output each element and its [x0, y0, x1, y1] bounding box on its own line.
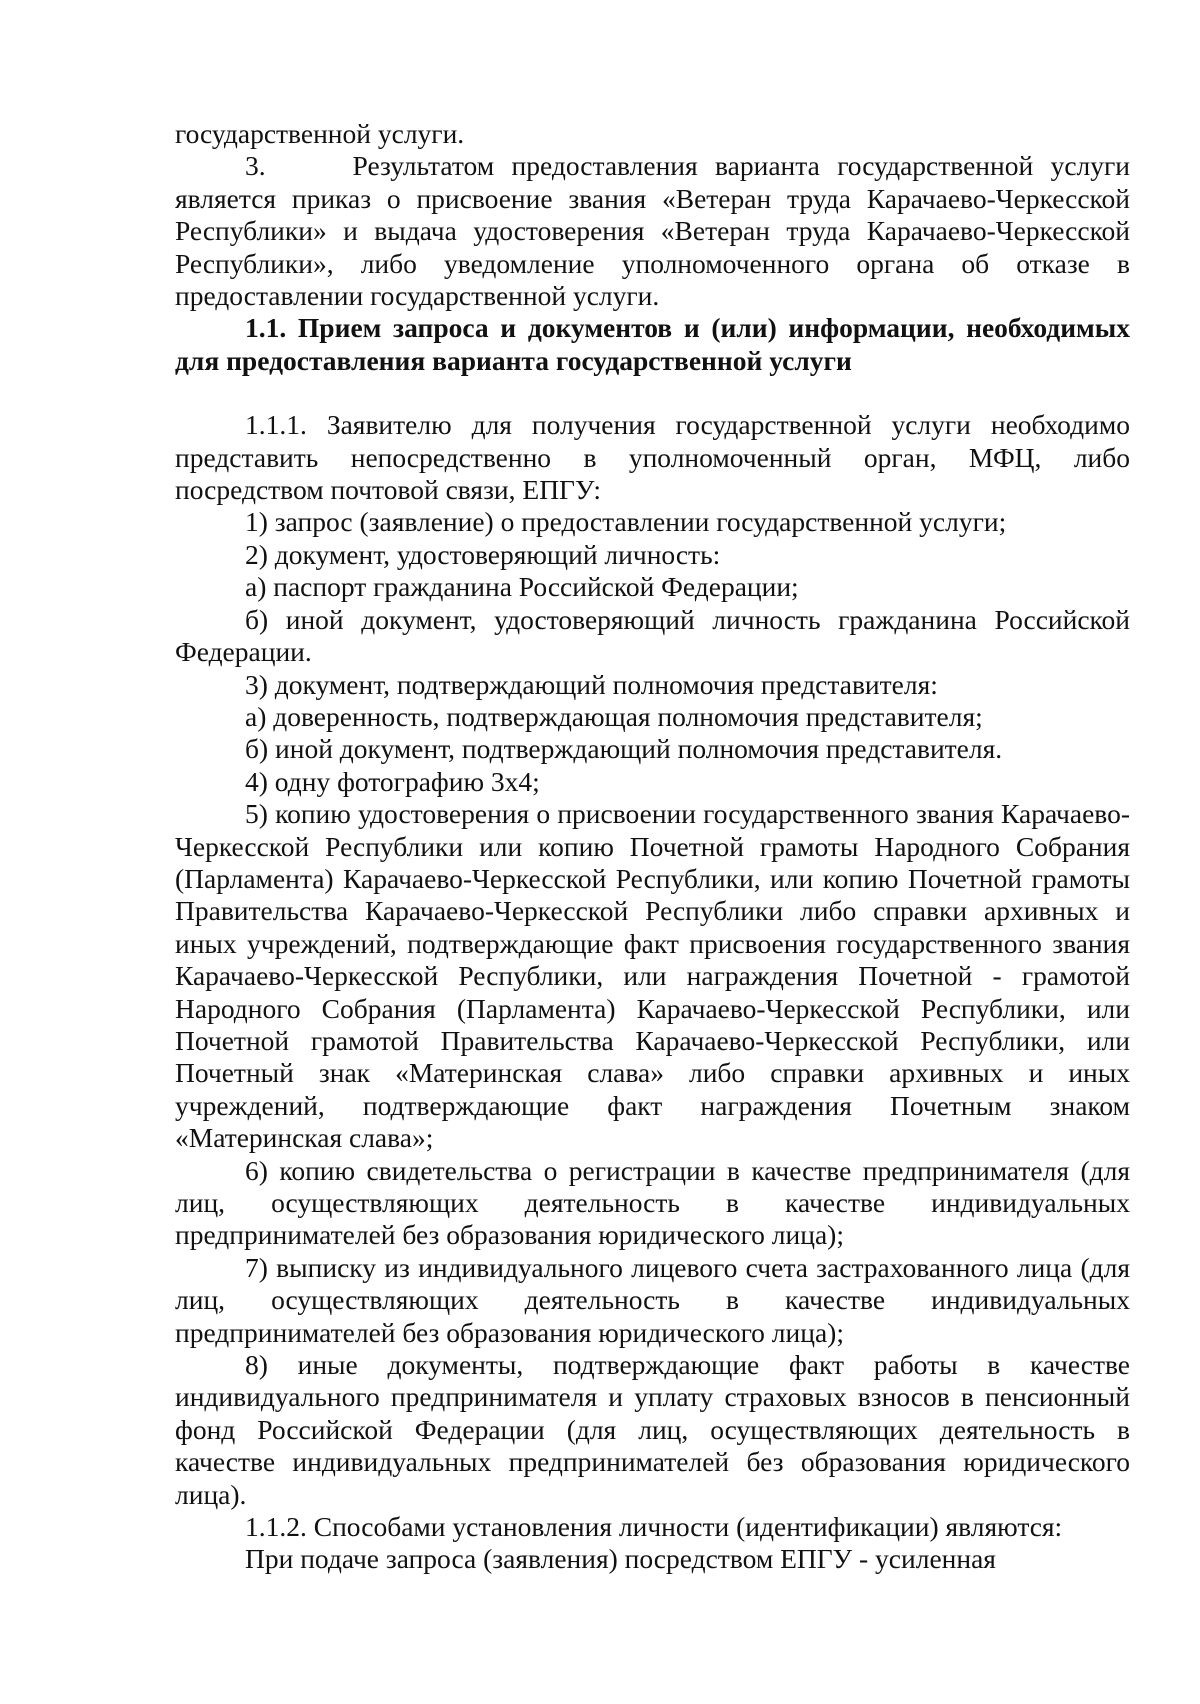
list-item-5: 5) копию удостоверения о присвоении государственного звания Карачаево-Черкесской Республики или копию Почетной грамоты Народного Собрания (Парламента) Карачаево-Черкесской Республики, или копию Почетной грамоты Правительства Карачаево-Черкесской Республики либо справки архивных и иных учреждений, подтверждающие факт присвоения государственного звания Карачаево-Черкесской Республики, или награждения Почетной - грамотой Народного Собрания (Парламента) Карачаево-Черкесской Республики, или Почетной грамотой Правительства Карачаево-Черкесской Республики, или Почетный знак «Материнская слава» либо справки архивных и иных учреждений, подтверждающие факт награждения Почетным знаком «Материнская слава»;	[175, 798, 1130, 1154]
paragraph-result: 3. Результатом предоставления варианта государственной услуги является приказ о присвоение звания «Ветеран труда Карачаево-Черкесской Республики» и выдача удостоверения «Ветеран труда Карачаево-Черкесской Республики», либо уведомление уполномоченного органа об отказе в предоставлении государственной услуги.	[175, 150, 1130, 312]
list-item-1: 1) запрос (заявление) о предоставлении государственной услуги;	[245, 506, 1007, 538]
list-item-7: 7) выписку из индивидуального лицевого счета застрахованного лица (для лиц, осуществляющих деятельность в качестве индивидуальных предпринимателей без образования юридического лица);	[175, 1251, 1130, 1348]
list-item-8: 8) иные документы, подтверждающие факт работы в качестве индивидуального предпринимателя и уплату страховых взносов в пенсионный фонд Российской Федерации (для лиц, осуществляющих деятельность в качестве индивидуальных предпринимателей без образования юридического лица).	[175, 1349, 1130, 1510]
list-item-4: 4) одну фотографию 3х4;	[245, 765, 540, 797]
paragraph-1-1-2: 1.1.2. Способами установления личности (идентификации) являются:	[245, 1511, 1063, 1543]
spacer	[175, 377, 1130, 409]
list-item-2: 2) документ, удостоверяющий личность:	[245, 538, 721, 570]
paragraph-1-1-1: 1.1.1. Заявителю для получения государственной услуги необходимо представить непосредственно в уполномоченный орган, МФЦ, либо посредством почтовой связи, ЕПГУ:	[175, 409, 1130, 506]
section-heading: 1.1. Прием запроса и документов и (или) информации, необходимых для предоставления варианта государственной услуги	[175, 312, 1130, 376]
list-item-3b: б) иной документ, подтверждающий полномочия представителя.	[245, 733, 1003, 765]
list-item-6: 6) копию свидетельства о регистрации в качестве предпринимателя (для лиц, осуществляющих деятельность в качестве индивидуальных предпринимателей без образования юридического лица);	[175, 1154, 1130, 1251]
list-item-3: 3) документ, подтверждающий полномочия представителя:	[245, 668, 938, 700]
list-item-3a: а) доверенность, подтверждающая полномочия представителя;	[245, 700, 983, 732]
paragraph: государственной услуги.	[175, 118, 465, 149]
list-item-2b: б) иной документ, удостоверяющий личность гражданина Российской Федерации.	[175, 603, 1130, 668]
paragraph-epgu: При подаче запроса (заявления) посредством ЕПГУ - усиленная	[245, 1543, 996, 1575]
document-page	[175, 118, 1130, 1576]
list-item-2a: а) паспорт гражданина Российской Федерации;	[245, 571, 799, 603]
